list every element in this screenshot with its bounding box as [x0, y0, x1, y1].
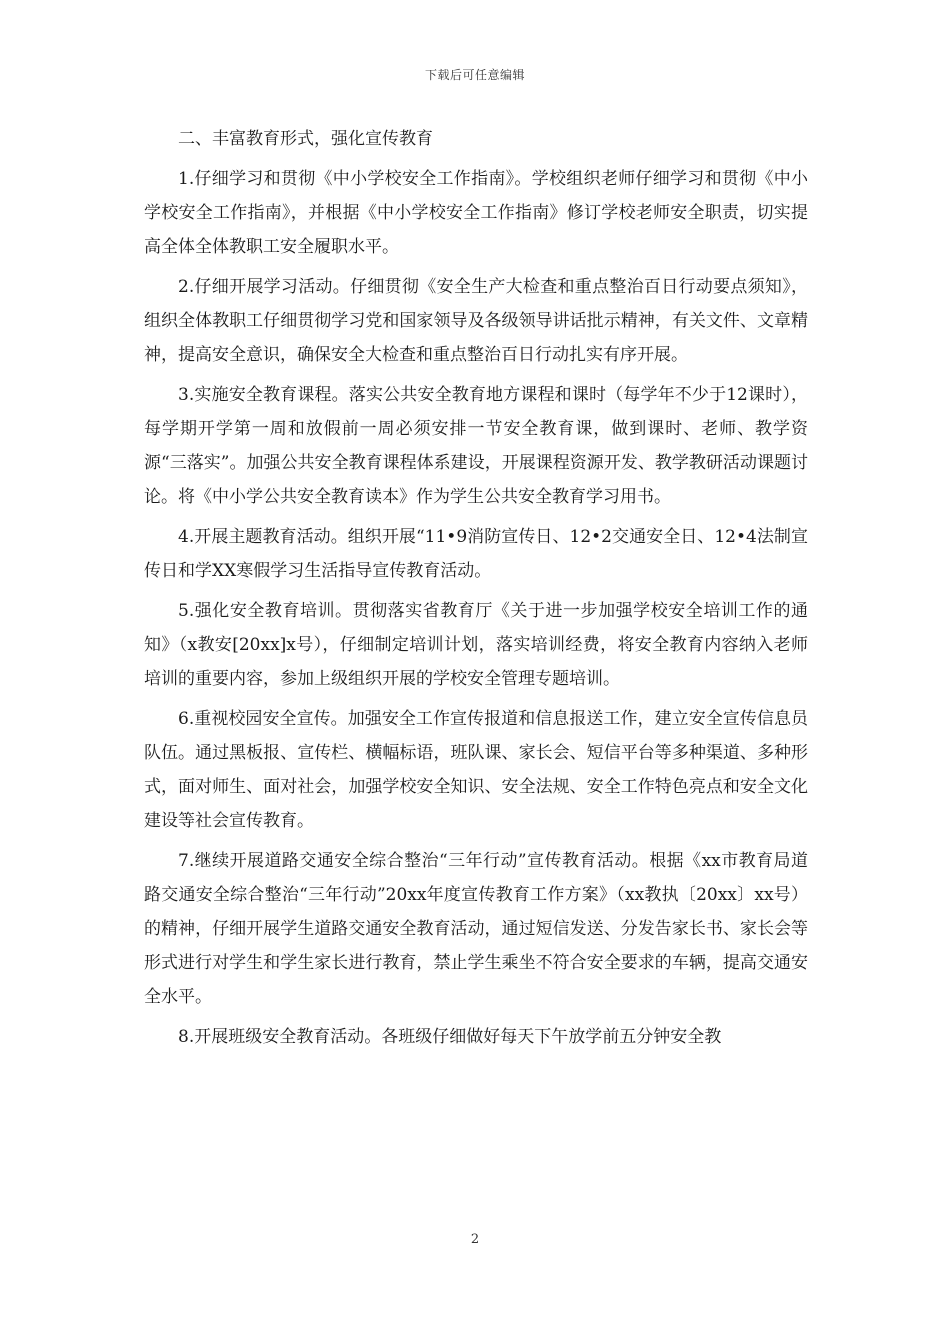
paragraph-7: 7.继续开展道路交通安全综合整治“三年行动”宣传教育活动。根据《xx市教育局道路交通安全综合整治“三年行动”20xx年度宣传教育工作方案》（xx教执〔20xx〕xx号）的精神，仔细开展学生道路交通安全教育活动，通过短信发送、分发告家长书、家长会等形式进行对学生和学生家长进行教育，禁止学生乘坐不符合安全要求的车辆，提高交通安全水平。 [144, 851, 808, 1007]
page-number: 2 [470, 1232, 480, 1247]
paragraph-3: 3.实施安全教育课程。落实公共安全教育地方课程和课时（每学年不少于12课时），每学期开学第一周和放假前一周必须安排一节安全教育课，做到课时、老师、教学资源“三落实”。加强公共安全教育课程体系建设，开展课程资源开发、教学教研活动课题讨论。将《中小学公共安全教育读本》作为学生公共安全教育学习用书。 [144, 385, 808, 507]
paragraph-1: 1.仔细学习和贯彻《中小学校安全工作指南》。学校组织老师仔细学习和贯彻《中小学校安全工作指南》，并根据《中小学校安全工作指南》修订学校老师安全职责，切实提高全体全体教职工安全履职水平。 [144, 169, 808, 257]
page-header: 下载后可任意编辑 [424, 68, 525, 82]
paragraph-2: 2.仔细开展学习活动。仔细贯彻《安全生产大检查和重点整治百日行动要点须知》，组织全体教职工仔细贯彻学习党和国家领导及各级领导讲话批示精神，有关文件、文章精神，提高安全意识，确保安全大检查和重点整治百日行动扎实有序开展。 [144, 277, 808, 365]
paragraph-8: 8.开展班级安全教育活动。各班级仔细做好每天下午放学前五分钟安全教 [178, 1027, 722, 1047]
paragraph-4: 4.开展主题教育活动。组织开展“11•9消防宣传日、12•2交通安全日、12•4法制宣传日和学XX寒假学习生活指导宣传教育活动。 [144, 527, 808, 581]
section-heading: 二、丰富教育形式，强化宣传教育 [178, 129, 433, 149]
paragraph-5: 5.强化安全教育培训。贯彻落实省教育厅《关于进一步加强学校安全培训工作的通知》（x教安[20xx]x号），仔细制定培训计划，落实培训经费，将安全教育内容纳入老师培训的重要内容，参加上级组织开展的学校安全管理专题培训。 [144, 601, 808, 689]
paragraph-6: 6.重视校园安全宣传。加强安全工作宣传报道和信息报送工作，建立安全宣传信息员队伍。通过黑板报、宣传栏、横幅标语，班队课、家长会、短信平台等多种渠道、多种形式，面对师生、面对社会，加强学校安全知识、安全法规、安全工作特色亮点和安全文化建设等社会宣传教育。 [144, 709, 808, 831]
document-body [144, 122, 808, 1060]
